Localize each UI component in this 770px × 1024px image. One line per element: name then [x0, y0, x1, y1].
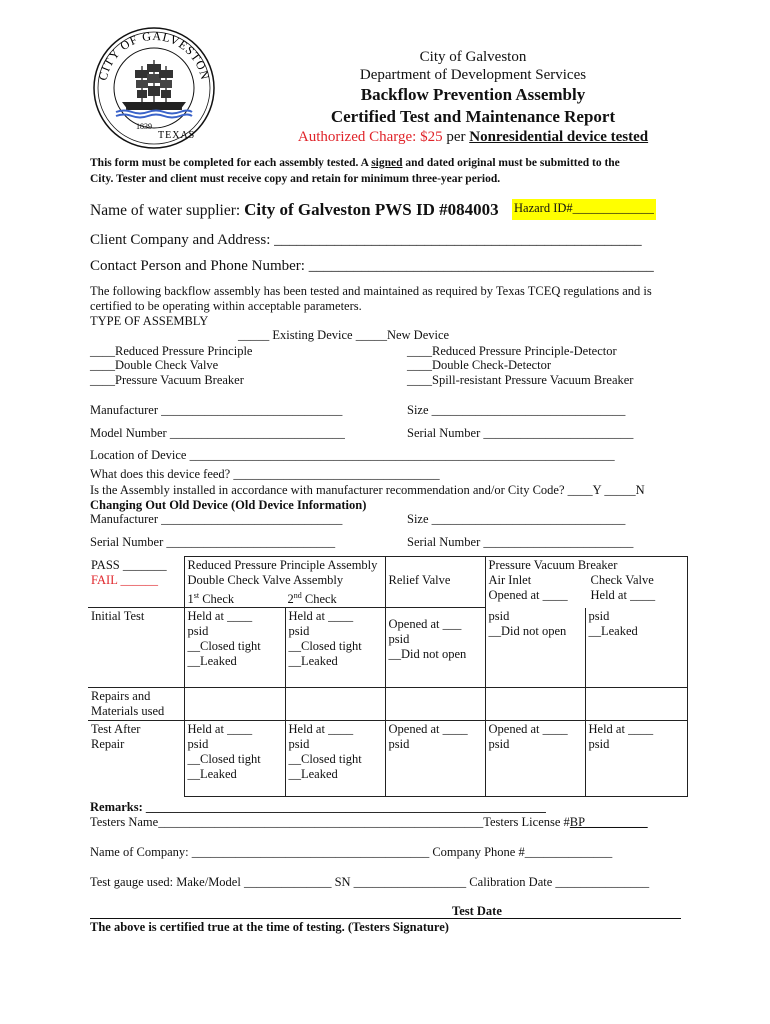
repairs-label: Repairs and Materials used [88, 688, 184, 721]
after-checkvalve-held[interactable]: Held at ____ [588, 722, 654, 737]
initial-check1-closed[interactable]: __Closed tight [187, 639, 261, 654]
manufacturer-field[interactable]: Manufacturer _____________________________ [90, 403, 343, 417]
test-after-repair-label: Test After Repair [88, 721, 184, 797]
charge-per: per [442, 129, 470, 145]
initial-check2-held[interactable]: Held at ____ [288, 609, 354, 624]
second-check-num: 2 [287, 592, 294, 607]
location-field[interactable]: Location of Device ____________________________________________________________________ [90, 448, 615, 462]
air-inlet-opened-field[interactable]: Opened at ____ [488, 588, 568, 602]
initial-checkvalve-psid: psid [588, 608, 610, 623]
department-name: Department of Development Services [359, 67, 587, 83]
repairs-cell-5[interactable] [585, 688, 687, 721]
type-dcv[interactable]: ____Double Check Valve [90, 358, 219, 372]
supplier-value: City of Galveston PWS ID #084003 [244, 200, 499, 219]
initial-check1-psid: psid [187, 624, 209, 639]
serial-number-field[interactable]: Serial Number ________________________ [407, 426, 634, 440]
remarks-text: Remarks: ________________________________________________________________ [90, 800, 546, 814]
pvb-heading: Pressure Vacuum Breaker [488, 558, 618, 572]
repairs-cell-4[interactable] [485, 688, 585, 721]
test-results-table [88, 556, 688, 797]
first-check-text: Check [199, 592, 235, 607]
after-air-opened[interactable]: Opened at ____ [488, 722, 568, 737]
size-field[interactable]: Size _______________________________ [407, 403, 626, 417]
initial-checkvalve-leaked[interactable]: __Leaked [588, 623, 638, 638]
initial-check2-psid: psid [288, 624, 310, 639]
after-check2-leaked[interactable]: __Leaked [288, 767, 338, 782]
charge-amount: Authorized Charge: $25 [297, 129, 443, 145]
remarks-field[interactable] [90, 800, 546, 815]
supplier-line [90, 200, 499, 220]
notice-signed: signed [371, 157, 403, 169]
testers-license-field[interactable]: BP__________ [569, 815, 648, 829]
notice-2: City. Tester and client must receive copy and retain for minimum three-year period. [90, 173, 501, 185]
after-check1-leaked[interactable]: __Leaked [187, 767, 237, 782]
repairs-cell-2[interactable] [285, 688, 385, 721]
type-rppd[interactable]: ____Reduced Pressure Principle-Detector [407, 344, 617, 358]
intro-line-1: The following backflow assembly has been tested and maintained as required by Texas TCEQ regulations and is [90, 284, 652, 298]
first-check-sup: st [193, 591, 200, 600]
feed-field[interactable]: What does this device feed? _________________________________ [90, 467, 440, 481]
svg-text:TEXAS: TEXAS [158, 130, 196, 141]
initial-check2-closed[interactable]: __Closed tight [288, 639, 362, 654]
pass-field[interactable]: PASS _______ [91, 557, 167, 572]
notice-1b: and dated original must be submitted to the [402, 157, 620, 169]
signature-line[interactable] [90, 918, 681, 919]
supplier-label: Name of water supplier: [90, 202, 245, 219]
initial-relief-opened[interactable]: Opened at ___ [388, 617, 462, 632]
testers-name-text: Testers Name____________________________________________________Testers License # [90, 815, 570, 829]
old-size-field[interactable]: Size _______________________________ [407, 512, 626, 526]
client-address-field[interactable]: Client Company and Address: _________________________________________________ [90, 232, 642, 248]
testers-name-field[interactable] [90, 815, 648, 830]
test-date-label: Test Date [452, 904, 502, 918]
installed-field[interactable]: Is the Assembly installed in accordance with manufacturer recommendation and/or City Code? ____Y _____N [90, 483, 645, 497]
initial-check2-leaked[interactable]: __Leaked [288, 654, 338, 669]
form-header [268, 48, 678, 146]
check-valve-heading: Check Valve [590, 573, 654, 587]
after-check1-held[interactable]: Held at ____ [187, 722, 253, 737]
company-field[interactable]: Name of Company: ______________________________________ Company Phone #______________ [90, 845, 613, 859]
after-check1-psid: psid [187, 737, 209, 752]
initial-air-psid: psid [488, 608, 510, 623]
city-seal-logo [92, 26, 216, 150]
after-check1-closed[interactable]: __Closed tight [187, 752, 261, 767]
city-name: City of Galveston [419, 49, 527, 65]
old-serial-field[interactable]: Serial Number ________________________ [407, 535, 634, 549]
initial-check1-held[interactable]: Held at ____ [187, 609, 253, 624]
type-of-assembly-label: TYPE OF ASSEMBLY [90, 314, 209, 328]
model-number-field[interactable]: Model Number ____________________________ [90, 426, 345, 440]
after-relief-opened[interactable]: Opened at ____ [388, 722, 468, 737]
first-check-heading [188, 588, 288, 607]
old-manufacturer-field[interactable]: Manufacturer _____________________________ [90, 512, 343, 526]
intro-line-2: certified to be operating within acceptable parameters. [90, 299, 362, 313]
repairs-cell-3[interactable] [385, 688, 485, 721]
svg-text:1839: 1839 [136, 122, 152, 131]
air-inlet-heading: Air Inlet [488, 573, 532, 587]
old-model-field[interactable]: Serial Number ___________________________ [90, 535, 336, 549]
form-title-2: Certified Test and Maintenance Report [330, 107, 616, 126]
initial-relief-psid: psid [388, 632, 410, 647]
charge-device: Nonresidential device tested [469, 129, 649, 145]
initial-test-label: Initial Test [88, 608, 184, 688]
svg-text:CITY OF GALVESTON: CITY OF GALVESTON [95, 28, 213, 82]
after-check2-psid: psid [288, 737, 310, 752]
check-valve-held-field[interactable]: Held at ____ [590, 588, 656, 602]
second-check-sup: nd [293, 591, 302, 600]
rpa-heading: Reduced Pressure Principle Assembly [187, 558, 378, 572]
notice-text [90, 155, 620, 187]
certification-statement: The above is certified true at the time of testing. (Testers Signature) [90, 920, 449, 934]
gauge-field[interactable]: Test gauge used: Make/Model ______________ SN __________________ Calibration Date _______________ [90, 875, 650, 889]
first-check-num: 1 [187, 592, 194, 607]
contact-phone-field[interactable]: Contact Person and Phone Number: ______________________________________________ [90, 258, 654, 274]
after-checkvalve-psid: psid [588, 737, 610, 752]
fail-field[interactable]: FAIL ______ [91, 572, 159, 587]
after-check2-held[interactable]: Held at ____ [288, 722, 354, 737]
repairs-cell-1[interactable] [184, 688, 285, 721]
existing-new-device-field[interactable]: _____ Existing Device _____New Device [238, 328, 450, 342]
type-rpp[interactable]: ____Reduced Pressure Principle [90, 344, 253, 358]
initial-relief-didnot[interactable]: __Did not open [388, 647, 467, 662]
after-air-psid: psid [488, 737, 510, 752]
after-relief-psid: psid [388, 737, 410, 752]
second-check-heading [288, 588, 337, 607]
type-pvb[interactable]: ____Pressure Vacuum Breaker [90, 373, 244, 387]
relief-valve-heading: Relief Valve [388, 573, 451, 587]
notice-1a: This form must be completed for each assembly tested. A [90, 157, 372, 169]
initial-air-didnot[interactable]: __Did not open [488, 623, 567, 638]
type-spvb[interactable]: ____Spill-resistant Pressure Vacuum Breaker [407, 373, 634, 387]
changing-out-heading: Changing Out Old Device (Old Device Information) [90, 498, 367, 512]
after-check2-closed[interactable]: __Closed tight [288, 752, 362, 767]
initial-check1-leaked[interactable]: __Leaked [187, 654, 237, 669]
dca-heading: Double Check Valve Assembly [187, 573, 344, 587]
hazard-id-field[interactable]: Hazard ID#_____________ [512, 199, 656, 220]
type-dcd[interactable]: ____Double Check-Detector [407, 358, 552, 372]
second-check-text: Check [301, 592, 337, 607]
form-title-1: Backflow Prevention Assembly [360, 85, 586, 104]
charge-line [268, 128, 678, 146]
